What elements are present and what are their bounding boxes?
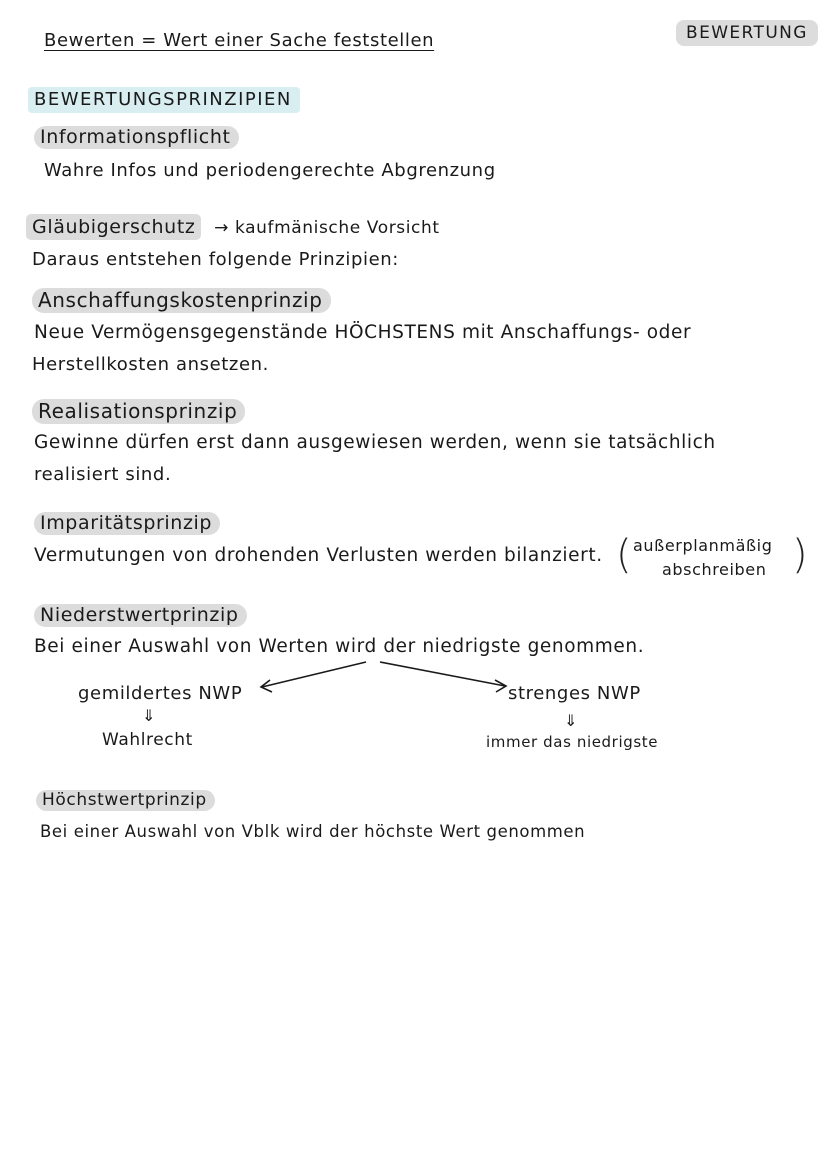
heading-label: Anschaffungskostenprinzip <box>32 288 331 313</box>
arrow-right-head <box>495 680 506 692</box>
realisation-line-1: Gewinne dürfen erst dann ausgewiesen werden, wenn sie tatsächlich <box>34 432 716 453</box>
realisation-line-2: realisiert sind. <box>34 464 172 485</box>
arrow-right <box>380 662 505 686</box>
heading-suffix: → kaufmänische Vorsicht <box>214 218 440 238</box>
heading-label: Imparitätsprinzip <box>34 512 220 535</box>
imparitaet-note-close-paren: ) <box>792 532 808 578</box>
heading-label: Höchstwertprinzip <box>36 790 215 811</box>
nwp-left-sub: Wahlrecht <box>102 730 193 750</box>
imparitaet-note-line-1: außerplanmäßig <box>633 536 773 555</box>
hoechst-text: Bei einer Auswahl von Vblk wird der höchste Wert genommen <box>40 822 586 841</box>
nwp-right-label: strenges NWP <box>508 683 641 704</box>
nwp-right-sub: immer das niedrigste <box>486 733 659 751</box>
glaeubiger-text: Daraus entstehen folgende Prinzipien: <box>32 249 399 270</box>
heading-label: Niederstwertprinzip <box>34 604 247 627</box>
heading-label: Informationspflicht <box>34 126 239 149</box>
arrow-left <box>262 662 366 687</box>
imparitaet-text: Vermutungen von drohenden Verlusten werden bilanziert. <box>34 545 603 566</box>
anschaffung-line-1: Neue Vermögensgegenstände HÖCHSTENS mit Anschaffungs- oder <box>34 322 692 343</box>
niederst-text: Bei einer Auswahl von Werten wird der niedrigste genommen. <box>34 636 645 657</box>
imparitaet-note-open-paren: ( <box>616 532 632 578</box>
topic-tag: BEWERTUNG <box>676 20 818 46</box>
info-text: Wahre Infos und periodengerechte Abgrenzung <box>44 160 496 181</box>
nwp-right-implies-icon: ⇓ <box>564 711 578 730</box>
nwp-left-label: gemildertes NWP <box>78 683 243 704</box>
section-title: BEWERTUNGSPRINZIPIEN <box>28 87 300 113</box>
page-title: Bewerten = Wert einer Sache feststellen <box>44 30 435 51</box>
imparitaet-note-line-2: abschreiben <box>662 560 767 579</box>
nwp-left-implies-icon: ⇓ <box>142 706 156 725</box>
heading-hoechstwertprinzip <box>36 790 215 810</box>
heading-label: Realisationsprinzip <box>32 399 245 424</box>
anschaffung-line-2: Herstellkosten ansetzen. <box>32 354 269 375</box>
heading-label: Gläubigerschutz <box>26 214 201 240</box>
